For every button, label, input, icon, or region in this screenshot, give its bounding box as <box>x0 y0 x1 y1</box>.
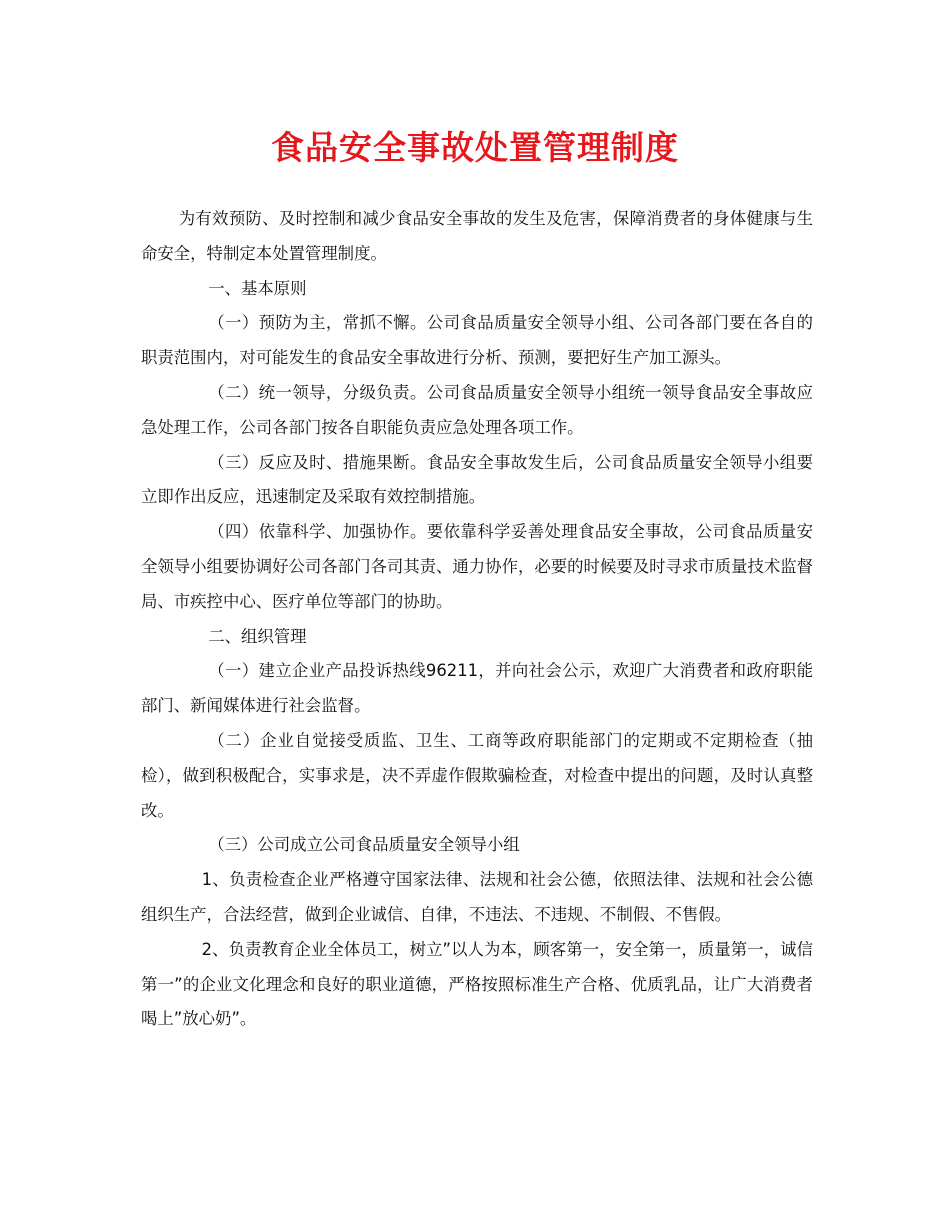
intro-paragraph: 为有效预防、及时控制和减少食品安全事故的发生及危害，保障消费者的身体健康与生命安全，特制定本处置管理制度。 <box>141 209 813 263</box>
duty-paragraph-1: 1、负责检查企业严格遵守国家法律、法规和社会公德，依照法律、法规和社会公德组织生产，合法经营，做到企业诚信、自律，不违法、不违规、不制假、不售假。 <box>141 870 813 924</box>
organization-paragraph-2: （二）企业自觉接受质监、卫生、工商等政府职能部门的定期或不定期检查（抽检），做到积极配合，实事求是，决不弄虚作假欺骗检查，对检查中提出的问题，及时认真整改。 <box>141 730 813 820</box>
section-heading-basic-principles: 一、基本原则 <box>208 278 307 298</box>
document-body <box>141 202 813 1037</box>
principle-paragraph-1: （一）预防为主，常抓不懈。公司食品质量安全领导小组、公司各部门要在各自的职责范围内，对可能发生的食品安全事故进行分析、预测，要把好生产加工源头。 <box>141 313 813 368</box>
principle-paragraph-4: （四）依靠科学、加强协作。要依靠科学妥善处理食品安全事故，公司食品质量安全领导小组要协调好公司各部门各司其责、通力协作，必要的时候要及时寻求市质量技术监督局、市疾控中心、医疗单位等部门的协助。 <box>141 522 814 611</box>
principle-paragraph-2: （二）统一领导，分级负责。公司食品质量安全领导小组统一领导食品安全事故应急处理工作，公司各部门按各自职能负责应急处理各项工作。 <box>141 382 813 437</box>
organization-paragraph-1: （一）建立企业产品投诉热线96211，并向社会公示，欢迎广大消费者和政府职能部门、新闻媒体进行社会监督。 <box>141 661 813 716</box>
document-title: 食品安全事故处置管理制度 <box>271 128 679 167</box>
section-heading-organization: 二、组织管理 <box>208 626 307 646</box>
organization-paragraph-3: （三）公司成立公司食品质量安全领导小组 <box>208 835 520 855</box>
duty-paragraph-2: 2、负责教育企业全体员工，树立”以人为本，顾客第一，安全第一，质量第一，诚信第一”的企业文化理念和良好的职业道德，严格按照标准生产合格、优质乳品，让广大消费者喝上”放心奶”。 <box>141 939 813 1029</box>
principle-paragraph-3: （三）反应及时、措施果断。食品安全事故发生后，公司食品质量安全领导小组要立即作出反应，迅速制定及采取有效控制措施。 <box>141 452 813 507</box>
